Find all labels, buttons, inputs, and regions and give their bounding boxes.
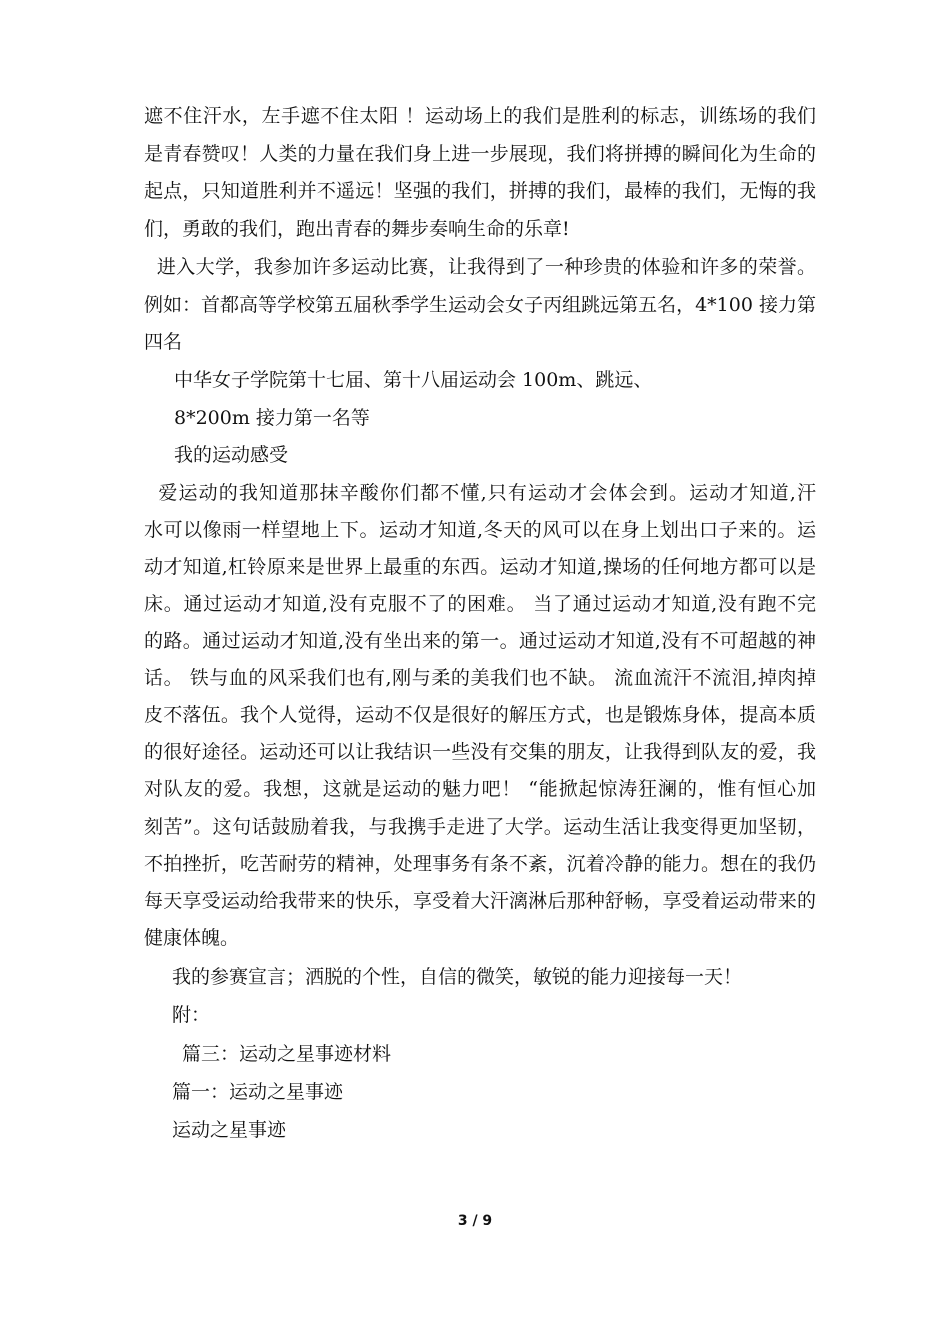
text-line: 每天享受运动给我带来的快乐，享受着大汗漓淋后那种舒畅，享受着运动带来的: [144, 890, 816, 912]
text-line: 不拍挫折，吃苦耐劳的精神，处理事务有条不紊，沉着冷静的能力。想在的我仍: [144, 853, 816, 875]
text-line: 刻苦”。这句话鼓励着我，与我携手走进了大学。运动生活让我变得更加坚韧，: [144, 816, 816, 838]
text-line: 我的参赛宣言；洒脱的个性，自信的微笑，敏锐的能力迎接每一天！: [172, 966, 743, 988]
text-line: 是青春赞叹！人类的力量在我们身上进一步展现，我们将拼搏的瞬间化为生命的: [144, 143, 816, 165]
text-line: 爱运动的我知道那抹辛酸你们都不懂,只有运动才会体会到。运动才知道,汗: [144, 482, 816, 504]
text-line: 起点，只知道胜利并不遥远！坚强的我们，拼搏的我们，最棒的我们，无悔的我: [144, 180, 816, 202]
text-line: 床。通过运动才知道,没有克服不了的困难。 当了通过运动才知道,没有跑不完: [144, 593, 816, 615]
text-line: 四名: [144, 331, 183, 353]
text-line: 附：: [172, 1004, 211, 1026]
text-line: 对队友的爱。我想，这就是运动的魅力吧！ “能掀起惊涛狂澜的，惟有恒心加: [144, 778, 816, 800]
section-heading: 运动之星事迹: [172, 1119, 287, 1141]
text-line: 健康体魄。: [144, 927, 240, 949]
page-number: 3 / 9: [457, 1213, 493, 1229]
text-line: 中华女子学院第十七届、第十八届运动会 100m、跳远、: [174, 369, 653, 391]
text-line: 话。 铁与血的风采我们也有,刚与柔的美我们也不缺。 流血流汗不流泪,掉肉掉: [144, 667, 816, 689]
section-heading: 篇三：运动之星事迹材料: [182, 1043, 392, 1065]
text-line: 例如：首都高等学校第五届秋季学生运动会女子丙组跳远第五名，4*100 接力第: [144, 294, 816, 316]
text-line: 的很好途径。运动还可以让我结识一些没有交集的朋友，让我得到队友的爱，我: [144, 741, 816, 763]
text-line: 的路。通过运动才知道,没有坐出来的第一。通过运动才知道,没有不可超越的神: [144, 630, 816, 652]
text-line: 们，勇敢的我们，跑出青春的舞步奏响生命的乐章!: [144, 218, 570, 240]
text-line: 遮不住汗水，左手遮不住太阳 ！运动场上的我们是胜利的标志，训练场的我们: [144, 105, 816, 127]
text-line: 皮不落伍。我个人觉得，运动不仅是很好的解压方式，也是锻炼身体，提高本质: [144, 704, 816, 726]
text-line: 8*200m 接力第一名等: [174, 407, 370, 429]
text-line: 动才知道,杠铃原来是世界上最重的东西。运动才知道,操场的任何地方都可以是: [144, 556, 816, 578]
text-line: 水可以像雨一样望地上下。运动才知道,冬天的风可以在身上划出口子来的。运: [144, 519, 816, 541]
section-heading: 我的运动感受: [174, 444, 289, 466]
text-line: 进入大学，我参加许多运动比赛，让我得到了一种珍贵的体验和许多的荣誉。: [144, 256, 816, 278]
section-heading: 篇一：运动之星事迹: [172, 1081, 344, 1103]
